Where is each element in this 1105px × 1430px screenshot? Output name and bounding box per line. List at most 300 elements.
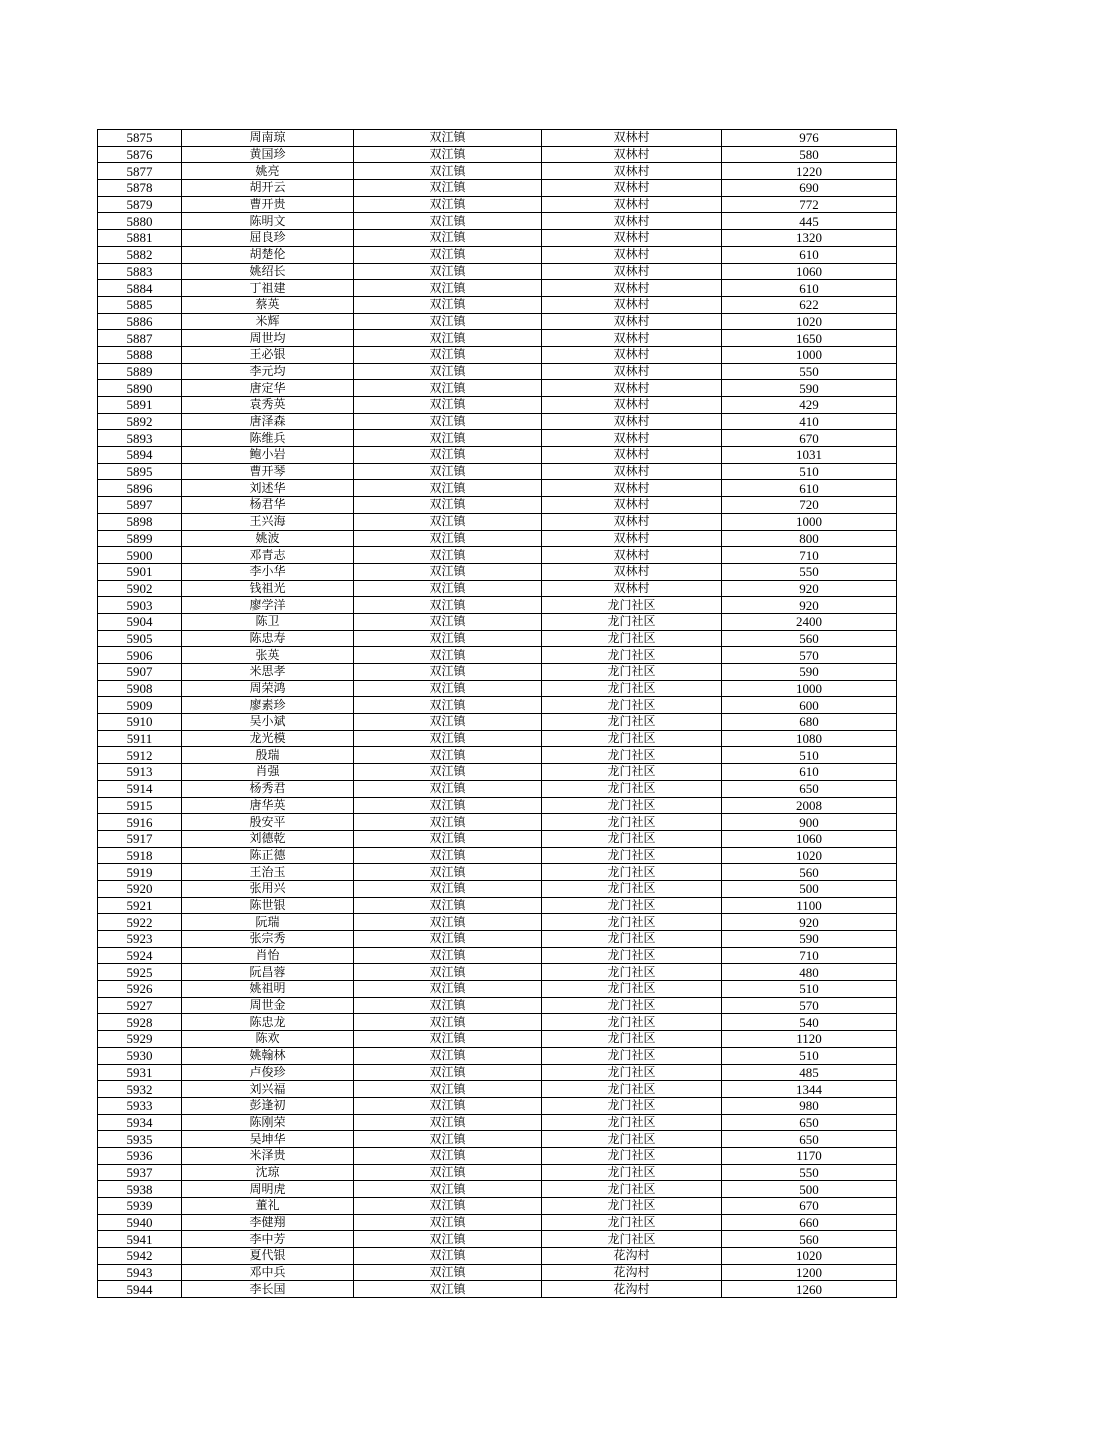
name-cell: 卢俊珍	[182, 1064, 354, 1081]
row-number-cell: 5885	[98, 296, 182, 313]
amount-cell: 1220	[722, 163, 897, 180]
village-cell: 龙门社区	[542, 1097, 722, 1114]
town-cell: 双江镇	[354, 1281, 542, 1298]
village-cell: 龙门社区	[542, 897, 722, 914]
name-cell: 李小华	[182, 563, 354, 580]
amount-cell: 570	[722, 647, 897, 664]
table-row	[98, 413, 897, 430]
town-cell: 双江镇	[354, 163, 542, 180]
town-cell: 双江镇	[354, 246, 542, 263]
town-cell: 双江镇	[354, 397, 542, 414]
village-cell: 双林村	[542, 163, 722, 180]
amount-cell: 1000	[722, 346, 897, 363]
name-cell: 姚亮	[182, 163, 354, 180]
name-cell: 夏代银	[182, 1248, 354, 1265]
amount-cell: 1020	[722, 847, 897, 864]
town-cell: 双江镇	[354, 513, 542, 530]
row-number-cell: 5887	[98, 330, 182, 347]
village-cell: 龙门社区	[542, 847, 722, 864]
name-cell: 唐华英	[182, 797, 354, 814]
table-row	[98, 463, 897, 480]
row-number-cell: 5893	[98, 430, 182, 447]
table-row	[98, 647, 897, 664]
amount-cell: 590	[722, 664, 897, 681]
village-cell: 双林村	[542, 230, 722, 247]
table-row	[98, 146, 897, 163]
name-cell: 李健翔	[182, 1214, 354, 1231]
amount-cell: 570	[722, 997, 897, 1014]
amount-cell: 560	[722, 1231, 897, 1248]
name-cell: 周荣鸿	[182, 680, 354, 697]
amount-cell: 650	[722, 1114, 897, 1131]
row-number-cell: 5924	[98, 947, 182, 964]
amount-cell: 550	[722, 1164, 897, 1181]
row-number-cell: 5917	[98, 830, 182, 847]
name-cell: 龙光模	[182, 730, 354, 747]
town-cell: 双江镇	[354, 797, 542, 814]
town-cell: 双江镇	[354, 764, 542, 781]
village-cell: 龙门社区	[542, 1214, 722, 1231]
town-cell: 双江镇	[354, 914, 542, 931]
name-cell: 李元均	[182, 363, 354, 380]
table-row	[98, 430, 897, 447]
table-row	[98, 897, 897, 914]
village-cell: 龙门社区	[542, 830, 722, 847]
village-cell: 龙门社区	[542, 931, 722, 948]
town-cell: 双江镇	[354, 630, 542, 647]
amount-cell: 510	[722, 981, 897, 998]
town-cell: 双江镇	[354, 497, 542, 514]
name-cell: 吴坤华	[182, 1131, 354, 1148]
name-cell: 张英	[182, 647, 354, 664]
village-cell: 龙门社区	[542, 1064, 722, 1081]
village-cell: 龙门社区	[542, 647, 722, 664]
table-row	[98, 397, 897, 414]
village-cell: 双林村	[542, 380, 722, 397]
amount-cell: 1170	[722, 1147, 897, 1164]
name-cell: 姚翰林	[182, 1047, 354, 1064]
table-row	[98, 580, 897, 597]
amount-cell: 1000	[722, 680, 897, 697]
table-row	[98, 1081, 897, 1098]
amount-cell: 1031	[722, 447, 897, 464]
row-number-cell: 5937	[98, 1164, 182, 1181]
table-row	[98, 180, 897, 197]
amount-cell: 900	[722, 814, 897, 831]
amount-cell: 590	[722, 931, 897, 948]
amount-cell: 690	[722, 180, 897, 197]
amount-cell: 480	[722, 964, 897, 981]
row-number-cell: 5875	[98, 130, 182, 147]
village-cell: 双林村	[542, 196, 722, 213]
village-cell: 双林村	[542, 413, 722, 430]
amount-cell: 1100	[722, 897, 897, 914]
town-cell: 双江镇	[354, 1014, 542, 1031]
village-cell: 花沟村	[542, 1248, 722, 1265]
name-cell: 肖强	[182, 764, 354, 781]
amount-cell: 610	[722, 246, 897, 263]
town-cell: 双江镇	[354, 330, 542, 347]
village-cell: 龙门社区	[542, 1231, 722, 1248]
table-row	[98, 1031, 897, 1048]
name-cell: 鲍小岩	[182, 447, 354, 464]
table-row	[98, 296, 897, 313]
town-cell: 双江镇	[354, 997, 542, 1014]
village-cell: 龙门社区	[542, 1014, 722, 1031]
name-cell: 陈卫	[182, 613, 354, 630]
name-cell: 陈世银	[182, 897, 354, 914]
table-row	[98, 380, 897, 397]
table-row	[98, 513, 897, 530]
town-cell: 双江镇	[354, 747, 542, 764]
village-cell: 双林村	[542, 363, 722, 380]
amount-cell: 1020	[722, 1248, 897, 1265]
name-cell: 邓青志	[182, 547, 354, 564]
row-number-cell: 5886	[98, 313, 182, 330]
village-cell: 龙门社区	[542, 864, 722, 881]
village-cell: 龙门社区	[542, 630, 722, 647]
village-cell: 龙门社区	[542, 714, 722, 731]
table-row	[98, 1181, 897, 1198]
name-cell: 蔡英	[182, 296, 354, 313]
village-cell: 双林村	[542, 580, 722, 597]
row-number-cell: 5928	[98, 1014, 182, 1031]
row-number-cell: 5931	[98, 1064, 182, 1081]
row-number-cell: 5897	[98, 497, 182, 514]
row-number-cell: 5876	[98, 146, 182, 163]
amount-cell: 2400	[722, 613, 897, 630]
name-cell: 胡开云	[182, 180, 354, 197]
village-cell: 双林村	[542, 463, 722, 480]
village-cell: 双林村	[542, 346, 722, 363]
name-cell: 王治玉	[182, 864, 354, 881]
village-cell: 双林村	[542, 246, 722, 263]
town-cell: 双江镇	[354, 263, 542, 280]
name-cell: 张宗秀	[182, 931, 354, 948]
table-row	[98, 747, 897, 764]
village-cell: 龙门社区	[542, 1081, 722, 1098]
table-row	[98, 997, 897, 1014]
village-cell: 龙门社区	[542, 947, 722, 964]
town-cell: 双江镇	[354, 1248, 542, 1265]
row-number-cell: 5895	[98, 463, 182, 480]
table-row	[98, 764, 897, 781]
name-cell: 沈琼	[182, 1164, 354, 1181]
row-number-cell: 5902	[98, 580, 182, 597]
amount-cell: 710	[722, 547, 897, 564]
town-cell: 双江镇	[354, 280, 542, 297]
village-cell: 龙门社区	[542, 680, 722, 697]
table-row	[98, 1147, 897, 1164]
row-number-cell: 5940	[98, 1214, 182, 1231]
amount-cell: 1060	[722, 830, 897, 847]
table-row	[98, 613, 897, 630]
row-number-cell: 5905	[98, 630, 182, 647]
name-cell: 王兴海	[182, 513, 354, 530]
town-cell: 双江镇	[354, 714, 542, 731]
village-cell: 龙门社区	[542, 880, 722, 897]
row-number-cell: 5908	[98, 680, 182, 697]
row-number-cell: 5930	[98, 1047, 182, 1064]
town-cell: 双江镇	[354, 697, 542, 714]
name-cell: 黄国珍	[182, 146, 354, 163]
table-row	[98, 730, 897, 747]
name-cell: 米思孝	[182, 664, 354, 681]
amount-cell: 1120	[722, 1031, 897, 1048]
amount-cell: 976	[722, 130, 897, 147]
name-cell: 屈良珍	[182, 230, 354, 247]
row-number-cell: 5913	[98, 764, 182, 781]
amount-cell: 1200	[722, 1264, 897, 1281]
amount-cell: 670	[722, 430, 897, 447]
village-cell: 龙门社区	[542, 914, 722, 931]
amount-cell: 800	[722, 530, 897, 547]
village-cell: 龙门社区	[542, 764, 722, 781]
village-cell: 龙门社区	[542, 997, 722, 1014]
name-cell: 陈欢	[182, 1031, 354, 1048]
name-cell: 陈明文	[182, 213, 354, 230]
row-number-cell: 5880	[98, 213, 182, 230]
village-cell: 龙门社区	[542, 747, 722, 764]
name-cell: 姚祖明	[182, 981, 354, 998]
name-cell: 刘兴福	[182, 1081, 354, 1098]
village-cell: 双林村	[542, 397, 722, 414]
amount-cell: 920	[722, 580, 897, 597]
table-row	[98, 1164, 897, 1181]
name-cell: 李长国	[182, 1281, 354, 1298]
name-cell: 唐泽森	[182, 413, 354, 430]
table-row	[98, 1131, 897, 1148]
village-cell: 双林村	[542, 263, 722, 280]
row-number-cell: 5904	[98, 613, 182, 630]
town-cell: 双江镇	[354, 1131, 542, 1148]
town-cell: 双江镇	[354, 597, 542, 614]
amount-cell: 610	[722, 764, 897, 781]
village-cell: 龙门社区	[542, 1147, 722, 1164]
village-cell: 龙门社区	[542, 697, 722, 714]
row-number-cell: 5901	[98, 563, 182, 580]
town-cell: 双江镇	[354, 363, 542, 380]
town-cell: 双江镇	[354, 780, 542, 797]
row-number-cell: 5910	[98, 714, 182, 731]
village-cell: 双林村	[542, 530, 722, 547]
amount-cell: 1080	[722, 730, 897, 747]
table-row	[98, 664, 897, 681]
town-cell: 双江镇	[354, 313, 542, 330]
row-number-cell: 5903	[98, 597, 182, 614]
row-number-cell: 5936	[98, 1147, 182, 1164]
table-row	[98, 1231, 897, 1248]
amount-cell: 650	[722, 1131, 897, 1148]
table-row	[98, 330, 897, 347]
town-cell: 双江镇	[354, 864, 542, 881]
name-cell: 唐定华	[182, 380, 354, 397]
town-cell: 双江镇	[354, 1181, 542, 1198]
town-cell: 双江镇	[354, 1231, 542, 1248]
village-cell: 双林村	[542, 547, 722, 564]
amount-cell: 920	[722, 597, 897, 614]
town-cell: 双江镇	[354, 146, 542, 163]
town-cell: 双江镇	[354, 380, 542, 397]
town-cell: 双江镇	[354, 664, 542, 681]
village-cell: 龙门社区	[542, 797, 722, 814]
row-number-cell: 5911	[98, 730, 182, 747]
table-row	[98, 346, 897, 363]
town-cell: 双江镇	[354, 563, 542, 580]
amount-cell: 610	[722, 280, 897, 297]
town-cell: 双江镇	[354, 196, 542, 213]
row-number-cell: 5938	[98, 1181, 182, 1198]
table-row	[98, 864, 897, 881]
data-table	[97, 129, 897, 1298]
row-number-cell: 5896	[98, 480, 182, 497]
table-row	[98, 246, 897, 263]
table-row	[98, 1014, 897, 1031]
row-number-cell: 5882	[98, 246, 182, 263]
village-cell: 双林村	[542, 447, 722, 464]
town-cell: 双江镇	[354, 1097, 542, 1114]
row-number-cell: 5921	[98, 897, 182, 914]
name-cell: 董礼	[182, 1198, 354, 1215]
row-number-cell: 5939	[98, 1198, 182, 1215]
town-cell: 双江镇	[354, 613, 542, 630]
village-cell: 龙门社区	[542, 1181, 722, 1198]
name-cell: 曹开贵	[182, 196, 354, 213]
amount-cell: 1650	[722, 330, 897, 347]
town-cell: 双江镇	[354, 180, 542, 197]
table-row	[98, 547, 897, 564]
village-cell: 龙门社区	[542, 613, 722, 630]
table-row	[98, 1198, 897, 1215]
town-cell: 双江镇	[354, 346, 542, 363]
amount-cell: 1320	[722, 230, 897, 247]
row-number-cell: 5918	[98, 847, 182, 864]
table-row	[98, 1047, 897, 1064]
table-row	[98, 714, 897, 731]
name-cell: 廖学洋	[182, 597, 354, 614]
amount-cell: 1344	[722, 1081, 897, 1098]
row-number-cell: 5941	[98, 1231, 182, 1248]
amount-cell: 600	[722, 697, 897, 714]
village-cell: 龙门社区	[542, 730, 722, 747]
town-cell: 双江镇	[354, 880, 542, 897]
name-cell: 彭逢初	[182, 1097, 354, 1114]
name-cell: 杨君华	[182, 497, 354, 514]
village-cell: 双林村	[542, 280, 722, 297]
town-cell: 双江镇	[354, 413, 542, 430]
row-number-cell: 5877	[98, 163, 182, 180]
village-cell: 双林村	[542, 296, 722, 313]
row-number-cell: 5891	[98, 397, 182, 414]
row-number-cell: 5935	[98, 1131, 182, 1148]
town-cell: 双江镇	[354, 463, 542, 480]
name-cell: 陈忠龙	[182, 1014, 354, 1031]
table-row	[98, 447, 897, 464]
village-cell: 花沟村	[542, 1264, 722, 1281]
table-row	[98, 680, 897, 697]
table-row	[98, 1281, 897, 1298]
amount-cell: 1260	[722, 1281, 897, 1298]
table-row	[98, 1064, 897, 1081]
town-cell: 双江镇	[354, 296, 542, 313]
village-cell: 双林村	[542, 213, 722, 230]
town-cell: 双江镇	[354, 430, 542, 447]
name-cell: 米泽贵	[182, 1147, 354, 1164]
town-cell: 双江镇	[354, 1164, 542, 1181]
name-cell: 殷安平	[182, 814, 354, 831]
village-cell: 双林村	[542, 313, 722, 330]
town-cell: 双江镇	[354, 814, 542, 831]
table-row	[98, 597, 897, 614]
amount-cell: 590	[722, 380, 897, 397]
village-cell: 龙门社区	[542, 1198, 722, 1215]
table-row	[98, 931, 897, 948]
table-row	[98, 497, 897, 514]
table-row	[98, 814, 897, 831]
amount-cell: 622	[722, 296, 897, 313]
row-number-cell: 5927	[98, 997, 182, 1014]
village-cell: 龙门社区	[542, 1114, 722, 1131]
village-cell: 龙门社区	[542, 780, 722, 797]
town-cell: 双江镇	[354, 580, 542, 597]
town-cell: 双江镇	[354, 1214, 542, 1231]
name-cell: 钱祖光	[182, 580, 354, 597]
row-number-cell: 5879	[98, 196, 182, 213]
name-cell: 杨秀君	[182, 780, 354, 797]
name-cell: 姚波	[182, 530, 354, 547]
village-cell: 龙门社区	[542, 981, 722, 998]
table-row	[98, 563, 897, 580]
row-number-cell: 5881	[98, 230, 182, 247]
name-cell: 张用兴	[182, 880, 354, 897]
village-cell: 龙门社区	[542, 814, 722, 831]
table-row	[98, 230, 897, 247]
village-cell: 龙门社区	[542, 597, 722, 614]
row-number-cell: 5888	[98, 346, 182, 363]
village-cell: 双林村	[542, 513, 722, 530]
row-number-cell: 5923	[98, 931, 182, 948]
amount-cell: 550	[722, 363, 897, 380]
town-cell: 双江镇	[354, 1114, 542, 1131]
row-number-cell: 5922	[98, 914, 182, 931]
town-cell: 双江镇	[354, 647, 542, 664]
row-number-cell: 5909	[98, 697, 182, 714]
amount-cell: 500	[722, 1181, 897, 1198]
town-cell: 双江镇	[354, 1264, 542, 1281]
village-cell: 龙门社区	[542, 664, 722, 681]
table-row	[98, 313, 897, 330]
row-number-cell: 5925	[98, 964, 182, 981]
name-cell: 周南琼	[182, 130, 354, 147]
village-cell: 龙门社区	[542, 1031, 722, 1048]
town-cell: 双江镇	[354, 547, 542, 564]
town-cell: 双江镇	[354, 1031, 542, 1048]
amount-cell: 500	[722, 880, 897, 897]
town-cell: 双江镇	[354, 1047, 542, 1064]
name-cell: 陈刚荣	[182, 1114, 354, 1131]
table-row	[98, 697, 897, 714]
name-cell: 殷瑞	[182, 747, 354, 764]
table-row	[98, 196, 897, 213]
row-number-cell: 5889	[98, 363, 182, 380]
village-cell: 双林村	[542, 146, 722, 163]
town-cell: 双江镇	[354, 680, 542, 697]
amount-cell: 445	[722, 213, 897, 230]
amount-cell: 610	[722, 480, 897, 497]
village-cell: 龙门社区	[542, 1131, 722, 1148]
village-cell: 双林村	[542, 130, 722, 147]
table-row	[98, 1264, 897, 1281]
